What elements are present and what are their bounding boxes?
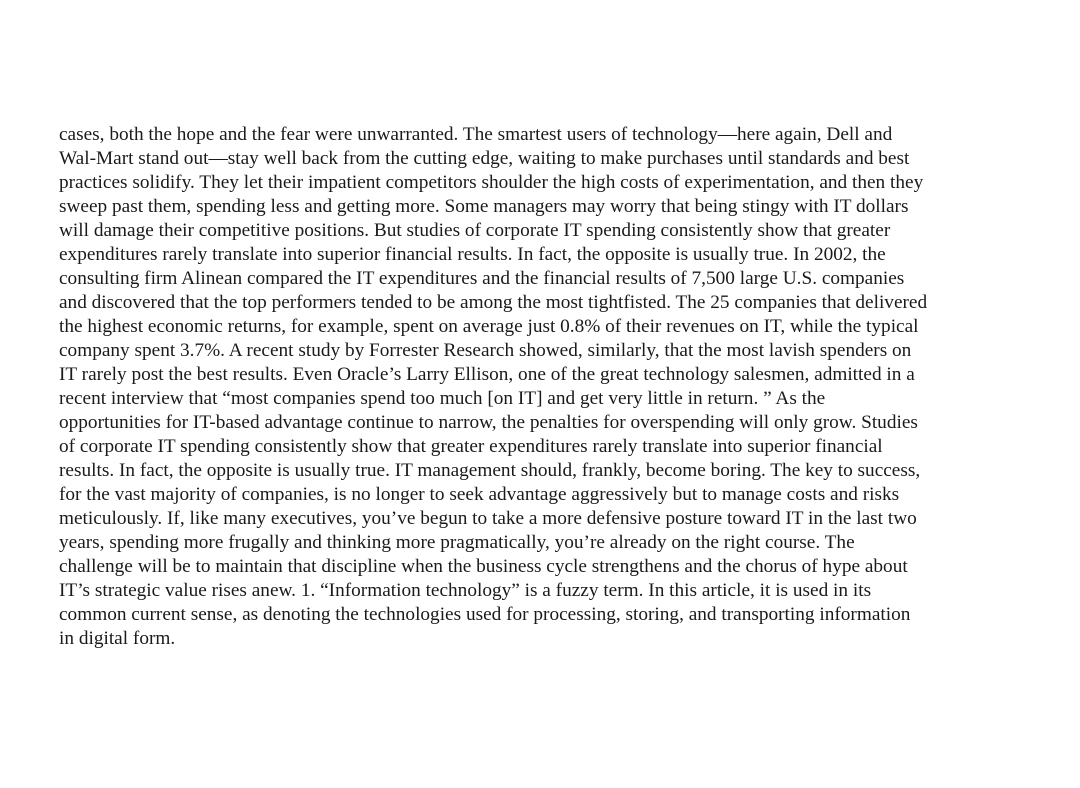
text-line: IT’s strategic value rises anew. 1. “Information technology” is a fuzzy term. In this article, it is used in its: [59, 580, 872, 601]
text-line: will damage their competitive positions. But studies of corporate IT spending consistently show that greater: [59, 220, 891, 241]
text-line: practices solidify. They let their impatient competitors shoulder the high costs of experimentation, and then they: [59, 172, 924, 193]
text-line: results. In fact, the opposite is usually true. IT management should, frankly, become boring. The key to success,: [59, 460, 921, 481]
text-line: of corporate IT spending consistently show that greater expenditures rarely translate into superior financial: [59, 436, 883, 457]
text-line: common current sense, as denoting the technologies used for processing, storing, and transporting information: [59, 604, 911, 625]
text-line: cases, both the hope and the fear were unwarranted. The smartest users of technology—here again, Dell and: [59, 124, 893, 145]
text-line: for the vast majority of companies, is no longer to seek advantage aggressively but to manage costs and risks: [59, 484, 900, 505]
text-line: consulting firm Alinean compared the IT expenditures and the financial results of 7,500 large U.S. companies: [59, 268, 905, 289]
text-line: company spent 3.7%. A recent study by Forrester Research showed, similarly, that the most lavish spenders on: [59, 340, 912, 361]
text-line: sweep past them, spending less and getting more. Some managers may worry that being stingy with IT dollars: [59, 196, 909, 217]
text-line: opportunities for IT-based advantage continue to narrow, the penalties for overspending will only grow. Studies: [59, 412, 918, 433]
text-line: in digital form.: [59, 628, 176, 649]
text-line: Wal-Mart stand out—stay well back from the cutting edge, waiting to make purchases until standards and best: [59, 148, 910, 169]
text-line: years, spending more frugally and thinking more pragmatically, you’re already on the right course. The: [59, 532, 855, 553]
text-line: meticulously. If, like many executives, you’ve begun to take a more defensive posture toward IT in the last two: [59, 508, 917, 529]
text-line: challenge will be to maintain that discipline when the business cycle strengthens and the chorus of hype about: [59, 556, 908, 577]
text-line: expenditures rarely translate into superior financial results. In fact, the opposite is usually true. In 2002, the: [59, 244, 886, 265]
text-line: and discovered that the top performers tended to be among the most tightfisted. The 25 companies that delivered: [59, 292, 928, 313]
text-line: the highest economic returns, for example, spent on average just 0.8% of their revenues on IT, while the typical: [59, 316, 919, 337]
body-text: [59, 123, 1049, 651]
text-line: IT rarely post the best results. Even Oracle’s Larry Ellison, one of the great technology salesmen, admitted in a: [59, 364, 915, 385]
text-line: recent interview that “most companies spend too much [on IT] and get very little in return. ” As the: [59, 388, 826, 409]
